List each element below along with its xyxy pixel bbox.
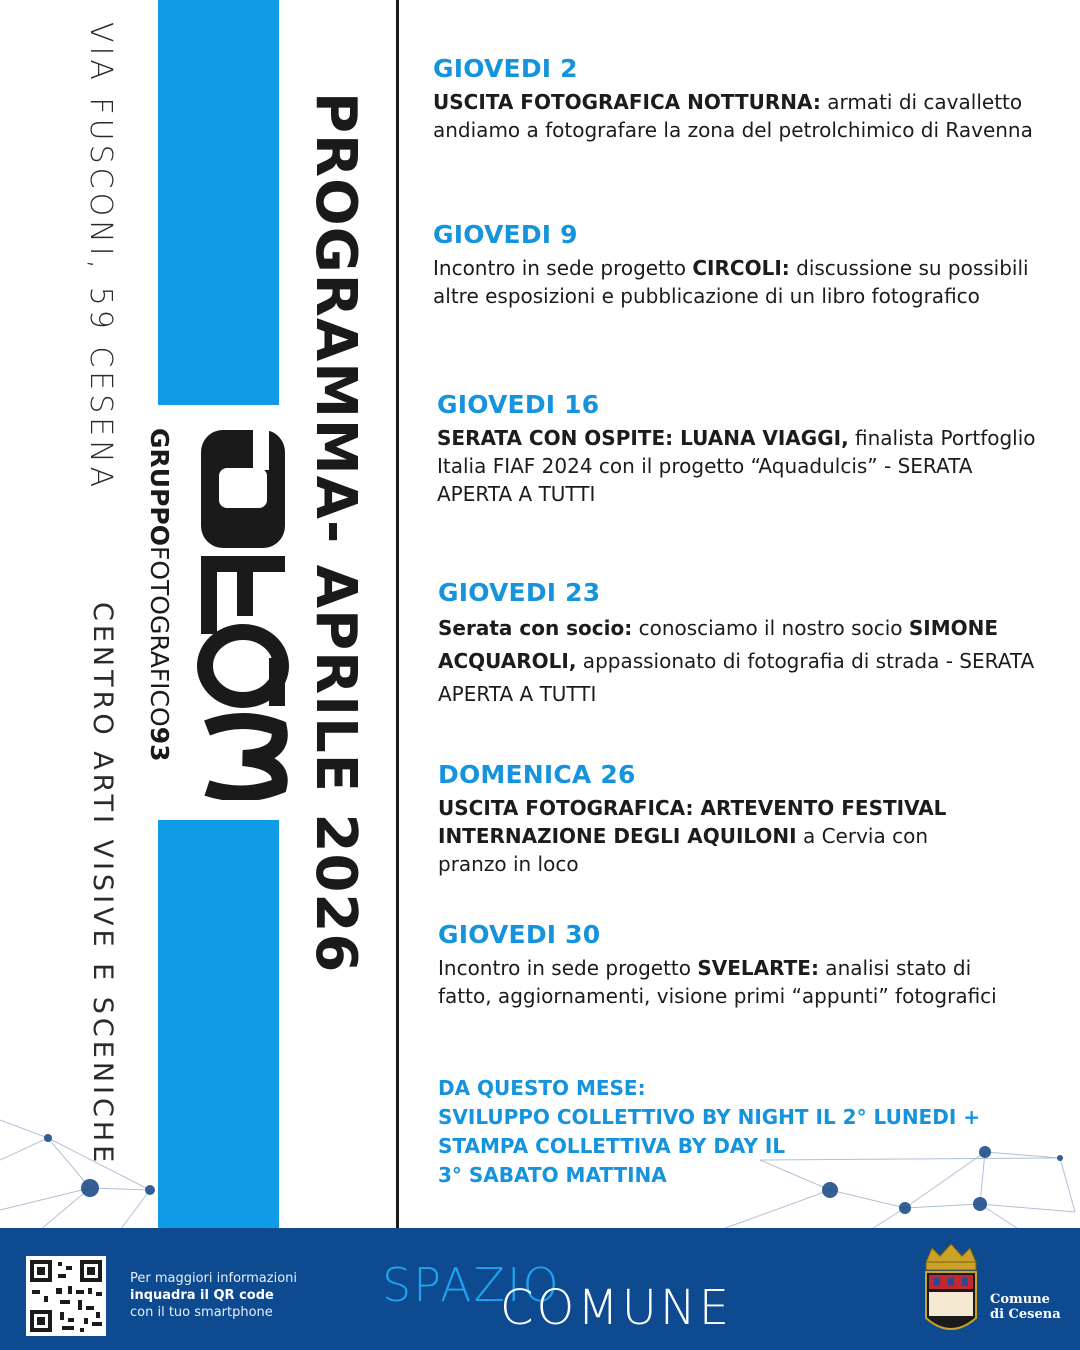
spazio-word: SPAZIO bbox=[382, 1258, 561, 1312]
vertical-divider bbox=[396, 0, 399, 1228]
event-pre: Incontro in sede progetto bbox=[433, 256, 693, 280]
qr-info bbox=[130, 1270, 297, 1321]
event-item bbox=[438, 920, 1018, 1010]
event-body bbox=[438, 612, 1038, 711]
gruppo-name bbox=[145, 428, 174, 762]
notice-line: 3° SABATO MATTINA bbox=[438, 1163, 667, 1187]
event-body bbox=[433, 254, 1033, 310]
city-label-line: Comune bbox=[990, 1292, 1050, 1307]
event-heading: GIOVEDI 16 bbox=[437, 390, 600, 419]
event-heading: GIOVEDI 2 bbox=[433, 54, 578, 83]
comune-word: COMUNE bbox=[500, 1280, 733, 1336]
qr-code-icon[interactable] bbox=[26, 1256, 106, 1336]
event-bold: Serata con socio: bbox=[438, 616, 633, 640]
gf93-logo-icon bbox=[193, 428, 293, 800]
event-bold: SVELARTE: bbox=[697, 956, 819, 980]
blue-bar-top bbox=[158, 0, 279, 405]
event-item bbox=[438, 578, 1038, 711]
event-text: analisi stato di fatto, aggiornamenti, visione primi “appunti” fotografici bbox=[438, 956, 997, 1008]
event-heading: GIOVEDI 30 bbox=[438, 920, 601, 949]
event-text-2: appassionato di fotografia di strada - SERATA APERTA A TUTTI bbox=[438, 649, 1035, 706]
event-text: a Cervia con pranzo in loco bbox=[438, 824, 929, 876]
event-body bbox=[433, 88, 1033, 144]
event-item bbox=[437, 390, 1037, 508]
address-text: VIA FUSCONI, 59 CESENA bbox=[83, 22, 118, 492]
notice-line: DA QUESTO MESE: bbox=[438, 1076, 646, 1100]
event-text: finalista Portfoglio Italia FIAF 2024 con il progetto “Aquadulcis” - SERATA APERTA A TUTTI bbox=[437, 426, 1036, 506]
qr-info-line: con il tuo smartphone bbox=[130, 1305, 273, 1320]
event-body bbox=[437, 424, 1037, 508]
event-text: discussione su possibili altre esposizioni e pubblicazione di un libro fotografico bbox=[433, 256, 1029, 308]
cesena-crest-icon bbox=[920, 1240, 982, 1344]
event-heading: DOMENICA 26 bbox=[438, 760, 636, 789]
event-text: armati di cavalletto andiamo a fotografare la zona del petrolchimico di Ravenna bbox=[433, 90, 1033, 142]
gruppo-light: FOTOGRAFICO bbox=[145, 545, 174, 727]
event-bold: USCITA FOTOGRAFICA: ARTEVENTO FESTIVAL INTERNAZIONE DEGLI AQUILONI bbox=[438, 796, 947, 848]
event-heading: GIOVEDI 9 bbox=[433, 220, 578, 249]
qr-info-line: Per maggiori informazioni bbox=[130, 1271, 298, 1286]
city-label bbox=[990, 1292, 1061, 1322]
event-bold-2: SIMONE ACQUAROLI, bbox=[438, 616, 999, 673]
network-decoration bbox=[0, 1100, 1080, 1230]
gruppo-bold: GRUPPO bbox=[145, 428, 174, 546]
event-text: conosciamo il nostro socio bbox=[632, 616, 909, 640]
city-label-line: di Cesena bbox=[990, 1307, 1061, 1322]
notice-line: SVILUPPO COLLETTIVO BY NIGHT IL 2° LUNEDI + bbox=[438, 1105, 980, 1129]
qr-info-line: inquadra il QR code bbox=[130, 1288, 274, 1303]
notice-line: STAMPA COLLETTIVA BY DAY IL bbox=[438, 1134, 786, 1158]
program-title: PROGRAMMA- APRILE 2026 bbox=[303, 92, 368, 974]
event-body bbox=[438, 954, 1018, 1010]
event-bold: SERATA CON OSPITE: LUANA VIAGGI, bbox=[437, 426, 849, 450]
event-item bbox=[433, 220, 1033, 310]
gruppo-number: 93 bbox=[145, 726, 174, 762]
event-item bbox=[433, 54, 1033, 144]
event-item bbox=[438, 760, 998, 878]
centro-text: CENTRO ARTI VISIVE E SCENICHE bbox=[87, 602, 118, 1167]
event-bold: USCITA FOTOGRAFICA NOTTURNA: bbox=[433, 90, 821, 114]
event-pre: Incontro in sede progetto bbox=[438, 956, 698, 980]
event-bold: CIRCOLI: bbox=[692, 256, 790, 280]
event-body bbox=[438, 794, 998, 878]
event-heading: GIOVEDI 23 bbox=[438, 578, 601, 607]
footer-bar bbox=[0, 1228, 1080, 1350]
